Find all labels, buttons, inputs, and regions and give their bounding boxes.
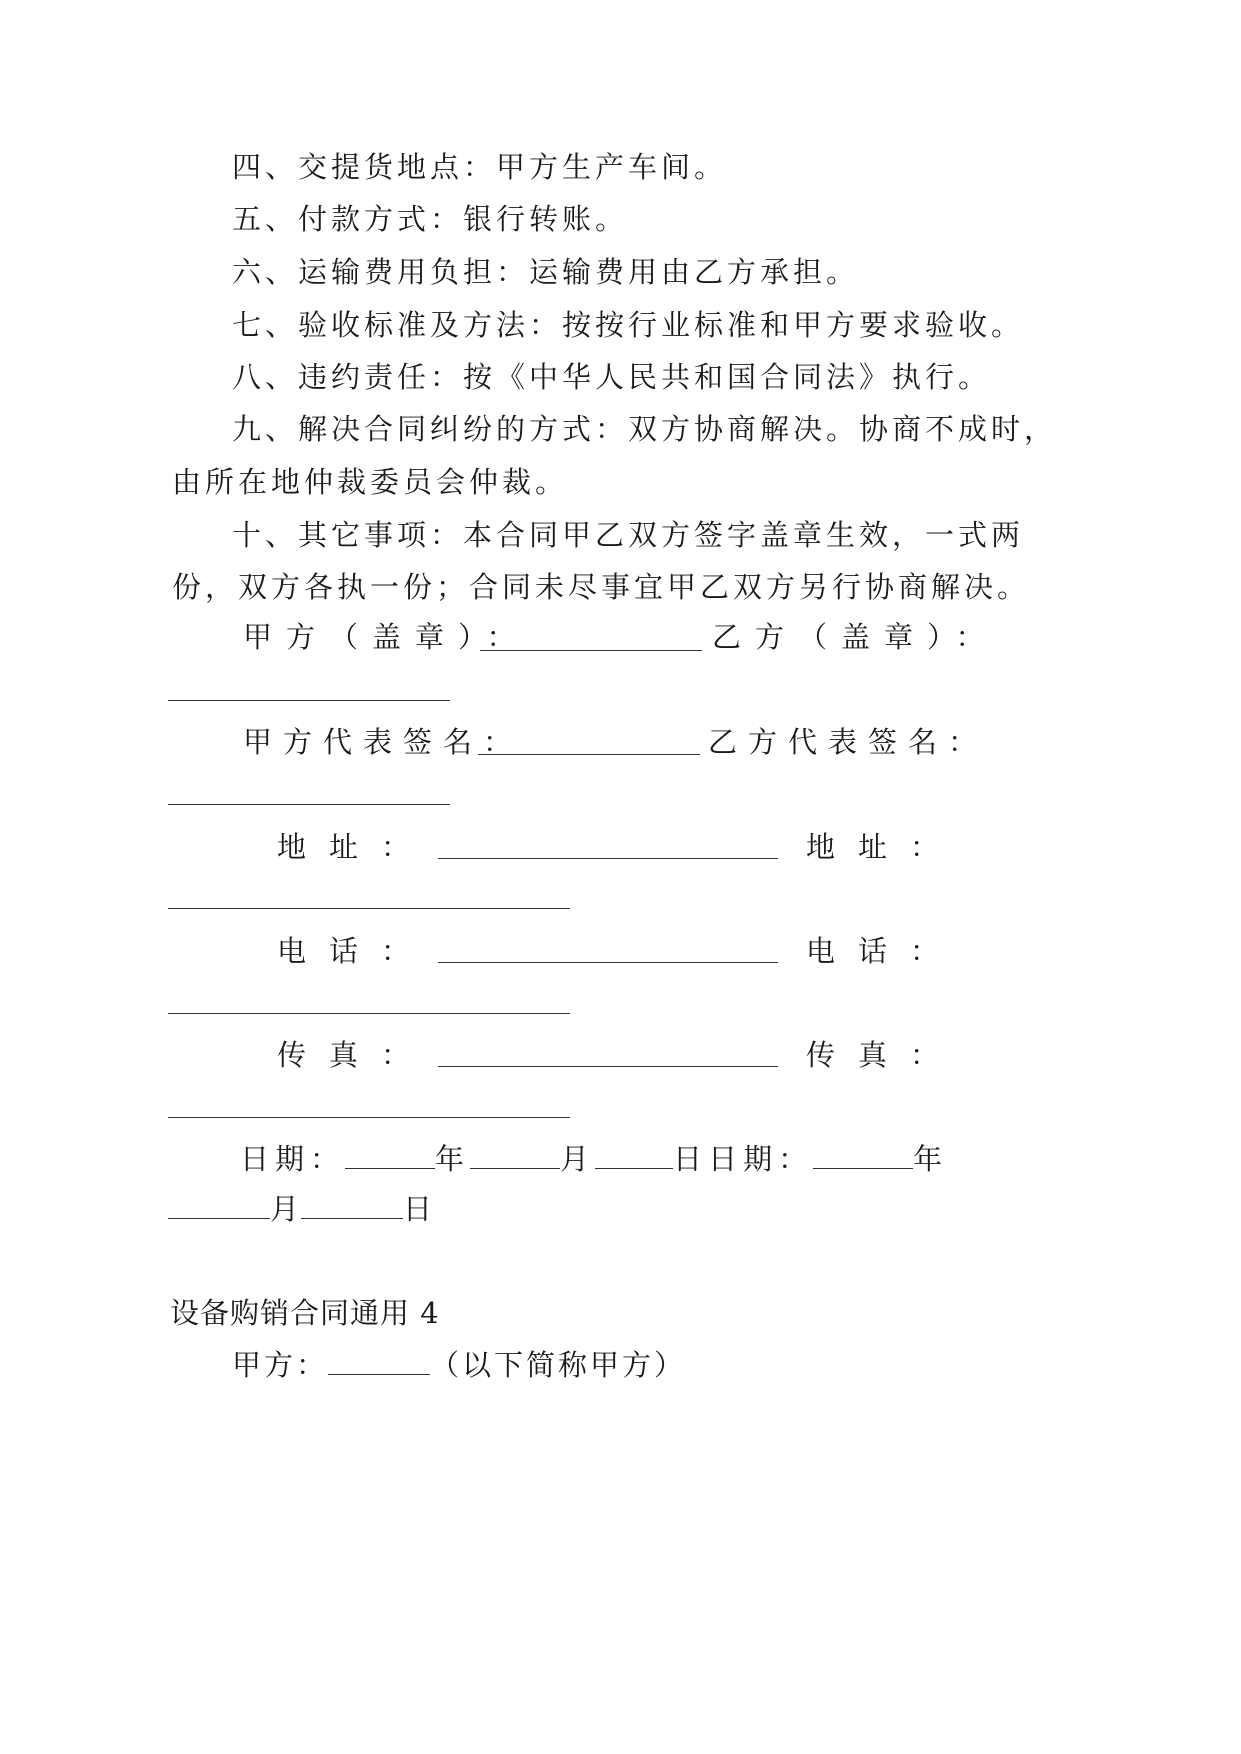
clause-9-line-1: 九、解决合同纠纷的方式：双方协商解决。协商不成时， xyxy=(232,412,1058,446)
date-a-day-label: 日 xyxy=(673,1142,709,1176)
clause-10-line-1: 十、其它事项：本合同甲乙双方签字盖章生效，一式两 xyxy=(232,518,1025,552)
phone-a-label: 电话： xyxy=(277,934,434,968)
date-a-month-label: 月 xyxy=(560,1142,596,1176)
next-party-a-blank[interactable] xyxy=(328,1352,430,1375)
next-party-a-line xyxy=(232,1348,686,1382)
party-b-seal-blank[interactable] xyxy=(168,700,450,701)
date-a-year-blank[interactable] xyxy=(345,1146,435,1169)
clause-5: 五、付款方式：银行转账。 xyxy=(232,202,629,236)
clause-4: 四、交提货地点：甲方生产车间。 xyxy=(232,150,728,184)
clause-10-line-2: 份，双方各执一份；合同未尽事宜甲乙双方另行协商解决。 xyxy=(172,570,1031,604)
party-a-seal-label: 甲方（盖章）： xyxy=(243,620,530,654)
date-b-year-label: 年 xyxy=(913,1142,949,1176)
address-b-label: 地址： xyxy=(806,830,963,864)
fax-b-label: 传真： xyxy=(806,1038,963,1072)
phone-b-label: 电话： xyxy=(806,934,963,968)
address-a-blank[interactable] xyxy=(438,858,778,859)
date-a-year-label: 年 xyxy=(435,1142,471,1176)
clause-7: 七、验收标准及方法：按按行业标准和甲方要求验收。 xyxy=(232,308,1025,342)
date-b-day-blank[interactable] xyxy=(301,1196,403,1219)
clause-8: 八、违约责任：按《中华人民共和国合同法》执行。 xyxy=(232,360,992,394)
clause-9-line-2: 由所在地仲裁委员会仲裁。 xyxy=(172,465,569,499)
fax-b-blank[interactable] xyxy=(168,1117,570,1118)
phone-b-blank[interactable] xyxy=(168,1013,570,1014)
party-b-rep-blank[interactable] xyxy=(168,804,450,805)
party-a-rep-label: 甲方代表签名： xyxy=(243,725,524,759)
fax-a-label: 传真： xyxy=(277,1038,434,1072)
party-b-rep-label: 乙方代表签名： xyxy=(708,725,989,759)
date-line-b xyxy=(168,1192,434,1226)
date-b-month-blank[interactable] xyxy=(168,1196,270,1219)
section-heading: 设备购销合同通用 4 xyxy=(170,1296,440,1330)
address-b-blank[interactable] xyxy=(168,908,570,909)
date-a-label: 日期： xyxy=(240,1142,346,1176)
clause-6: 六、运输费用负担：运输费用由乙方承担。 xyxy=(232,255,860,289)
date-a-month-blank[interactable] xyxy=(470,1146,560,1169)
next-party-a-suffix: （以下简称甲方） xyxy=(430,1348,687,1382)
phone-a-blank[interactable] xyxy=(438,962,778,963)
date-a-day-blank[interactable] xyxy=(595,1146,673,1169)
address-a-label: 地址： xyxy=(277,830,434,864)
date-b-year-blank[interactable] xyxy=(813,1146,913,1169)
date-b-month-label: 月 xyxy=(270,1192,302,1226)
party-a-rep-blank[interactable] xyxy=(478,754,700,755)
next-party-a-label: 甲方： xyxy=(232,1348,329,1382)
party-a-seal-blank[interactable] xyxy=(480,650,702,651)
party-b-seal-label: 乙方（盖章）： xyxy=(712,620,999,654)
date-b-label: 日期： xyxy=(708,1142,814,1176)
date-line-a xyxy=(240,1142,948,1176)
fax-a-blank[interactable] xyxy=(438,1066,778,1067)
date-b-day-label: 日 xyxy=(403,1192,435,1226)
